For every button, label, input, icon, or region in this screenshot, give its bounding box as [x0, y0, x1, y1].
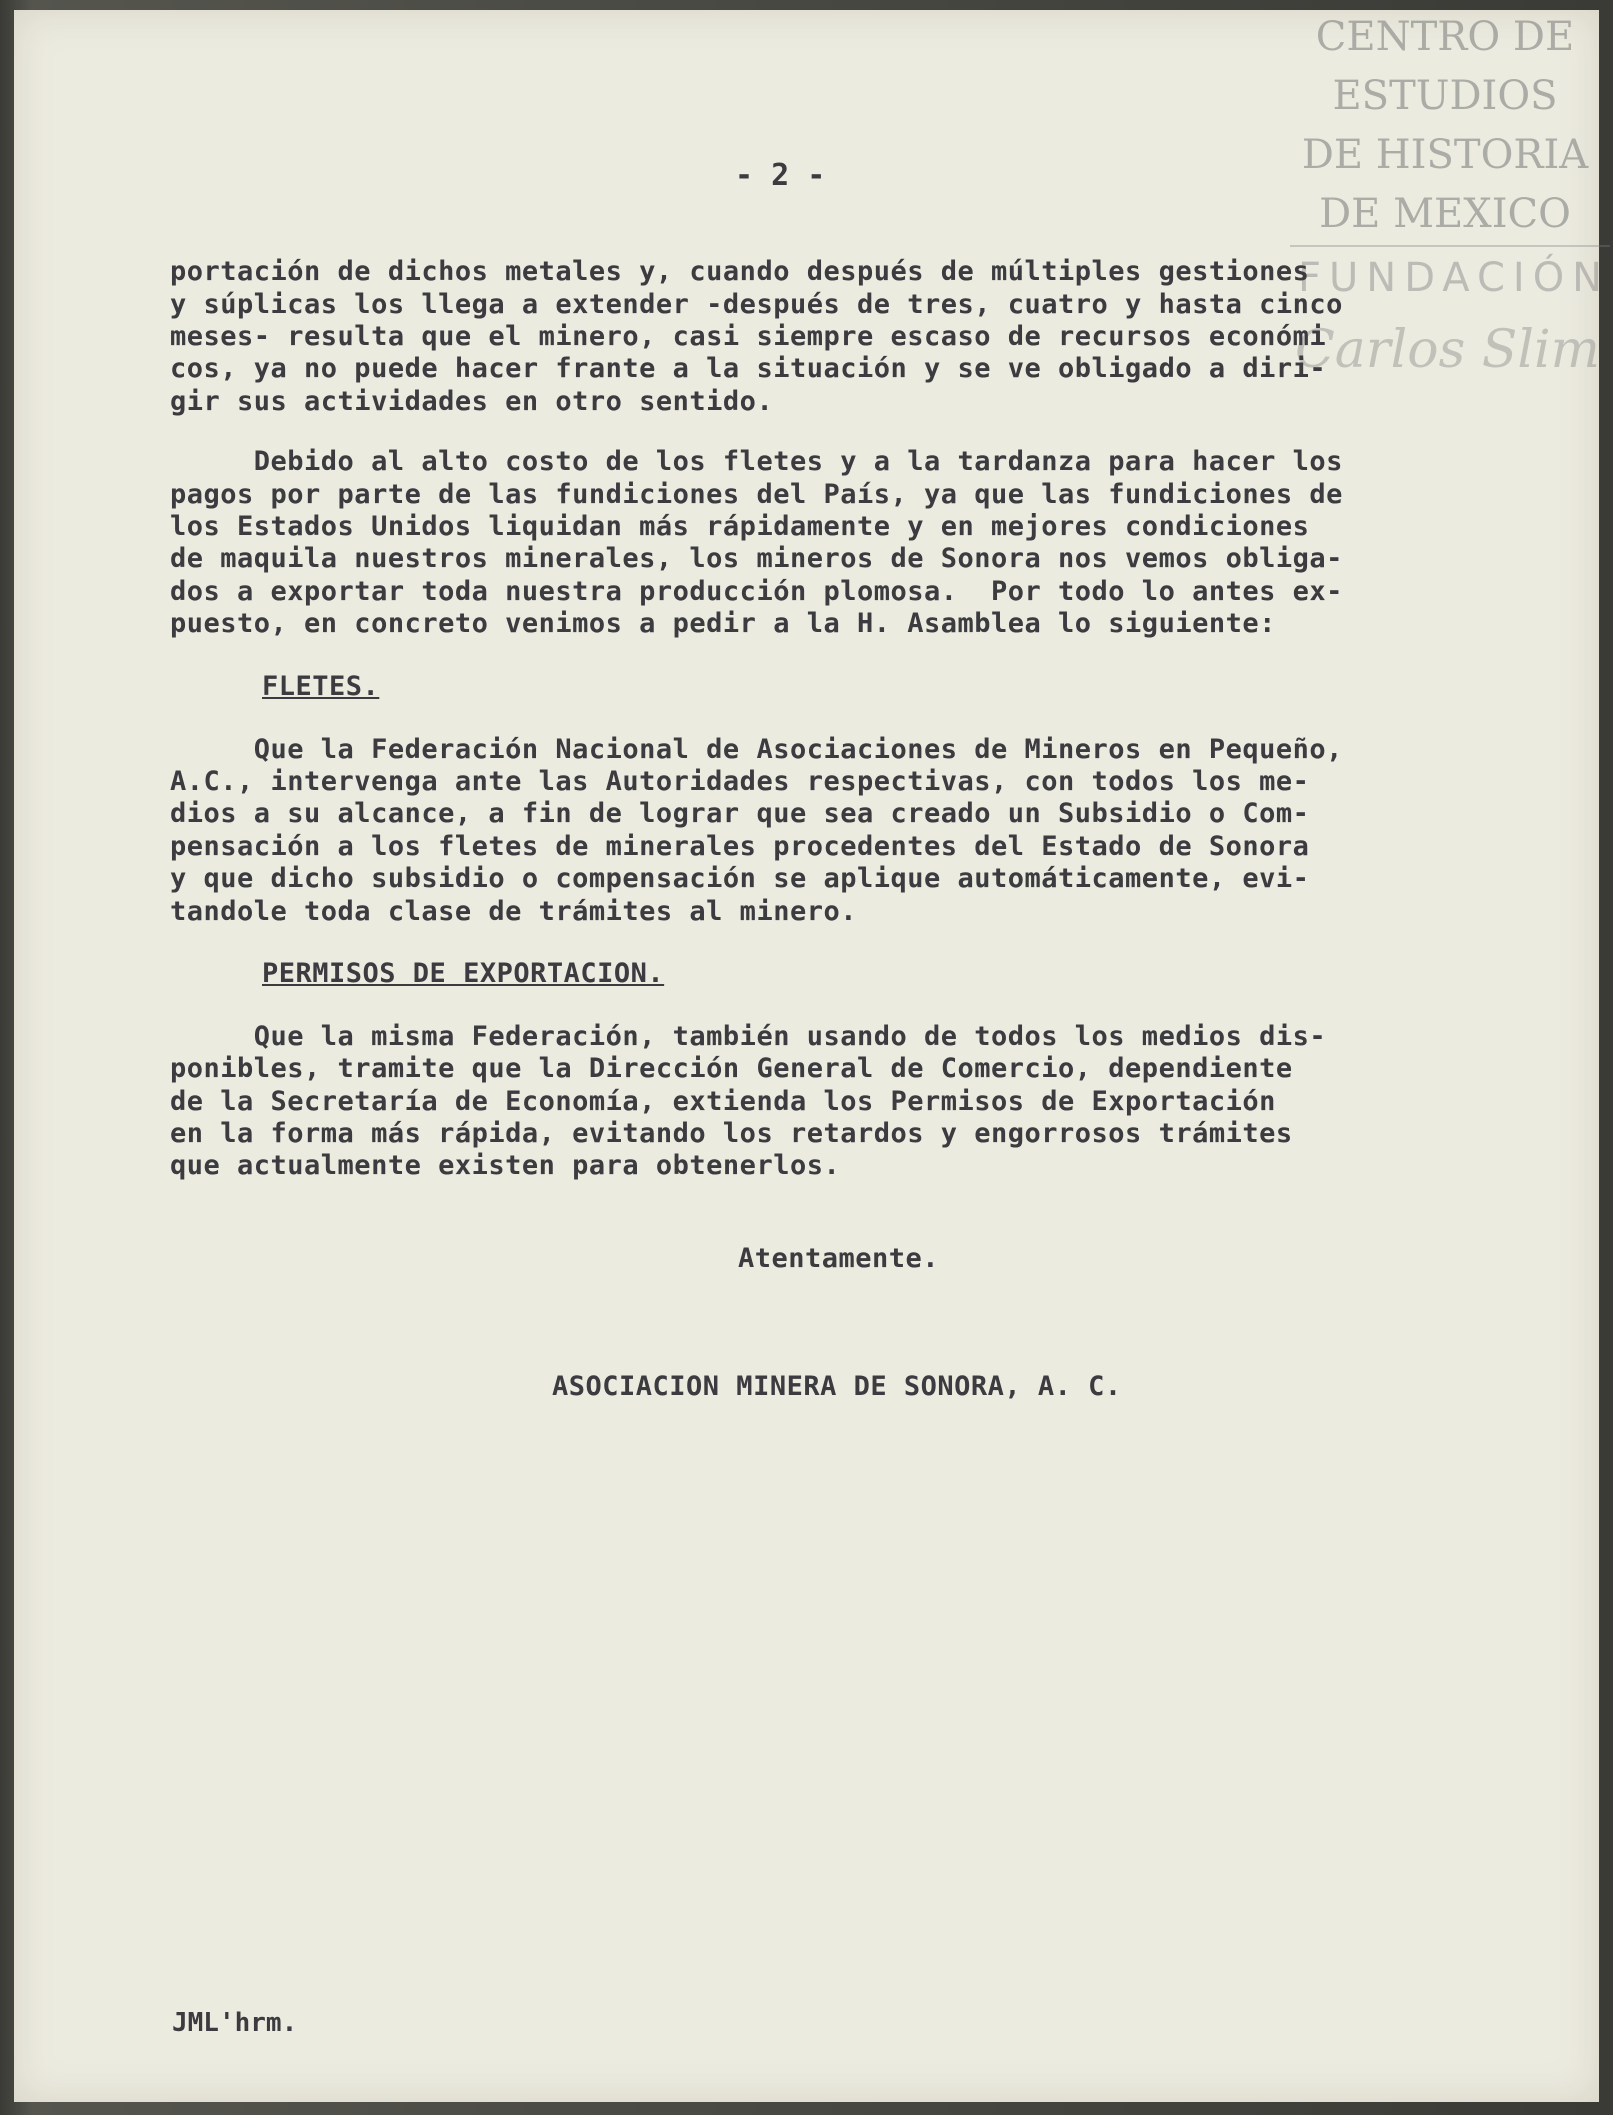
text-line: y súplicas los llega a extender -después de tres, cuatro y hasta cinco	[170, 289, 1343, 320]
text-line: pensación a los fletes de minerales procedentes del Estado de Sonora	[170, 831, 1310, 862]
text-line: portación de dichos metales y, cuando después de múltiples gestiones	[170, 256, 1310, 287]
archive-watermark	[1280, 8, 1610, 244]
closing-salutation: Atentamente.	[738, 1243, 940, 1274]
section-heading-permisos: PERMISOS DE EXPORTACION.	[262, 958, 665, 989]
watermark-divider	[1290, 245, 1610, 247]
text-line: A.C., intervenga ante las Autoridades respectivas, con todos los me-	[170, 766, 1310, 797]
watermark-line: DE MEXICO	[1319, 191, 1571, 237]
text-line: de maquila nuestros minerales, los mineros de Sonora nos vemos obliga-	[170, 543, 1343, 574]
text-line: y que dicho subsidio o compensación se aplique automáticamente, evi-	[170, 863, 1310, 894]
text-line: tandole toda clase de trámites al minero.	[170, 896, 857, 927]
text-line: ponibles, tramite que la Dirección General de Comercio, dependiente	[170, 1053, 1293, 1084]
watermark-signature: Carlos Slim	[1295, 320, 1600, 380]
text-line: gir sus actividades en otro sentido.	[170, 386, 774, 417]
watermark-line: CENTRO DE	[1315, 14, 1575, 60]
watermark-line: ESTUDIOS	[1332, 73, 1558, 119]
watermark-foundation: FUNDACIÓN	[1298, 255, 1611, 301]
text-line: Que la Federación Nacional de Asociaciones de Mineros en Pequeño,	[170, 734, 1343, 765]
text-line: puesto, en concreto venimos a pedir a la H. Asamblea lo siguiente:	[170, 608, 1276, 639]
text-line: en la forma más rápida, evitando los retardos y engorrosos trámites	[170, 1118, 1293, 1149]
reference-initials: JML'hrm.	[172, 2008, 298, 2038]
text-line: los Estados Unidos liquidan más rápidamente y en mejores condiciones	[170, 511, 1310, 542]
text-line: dos a exportar toda nuestra producción plomosa. Por todo lo antes ex-	[170, 576, 1343, 607]
page-number: - 2 -	[735, 158, 826, 193]
text-line: pagos por parte de las fundiciones del País, ya que las fundiciones de	[170, 479, 1343, 510]
text-line: meses- resulta que el minero, casi siempre escaso de recursos económi	[170, 321, 1327, 352]
text-line: cos, ya no puede hacer frante a la situación y se ve obligado a diri-	[170, 353, 1327, 384]
text-line: Que la misma Federación, también usando de todos los medios dis-	[170, 1021, 1327, 1052]
section-heading-fletes: FLETES.	[262, 671, 380, 702]
text-line: de la Secretaría de Economía, extienda los Permisos de Exportación	[170, 1086, 1276, 1117]
signatory-organization: ASOCIACION MINERA DE SONORA, A. C.	[552, 1371, 1122, 1402]
text-line: dios a su alcance, a fin de lograr que sea creado un Subsidio o Com-	[170, 798, 1310, 829]
watermark-line: DE HISTORIA	[1301, 132, 1589, 178]
text-line: que actualmente existen para obtenerlos.	[170, 1150, 841, 1181]
text-line: Debido al alto costo de los fletes y a la tardanza para hacer los	[170, 446, 1343, 477]
